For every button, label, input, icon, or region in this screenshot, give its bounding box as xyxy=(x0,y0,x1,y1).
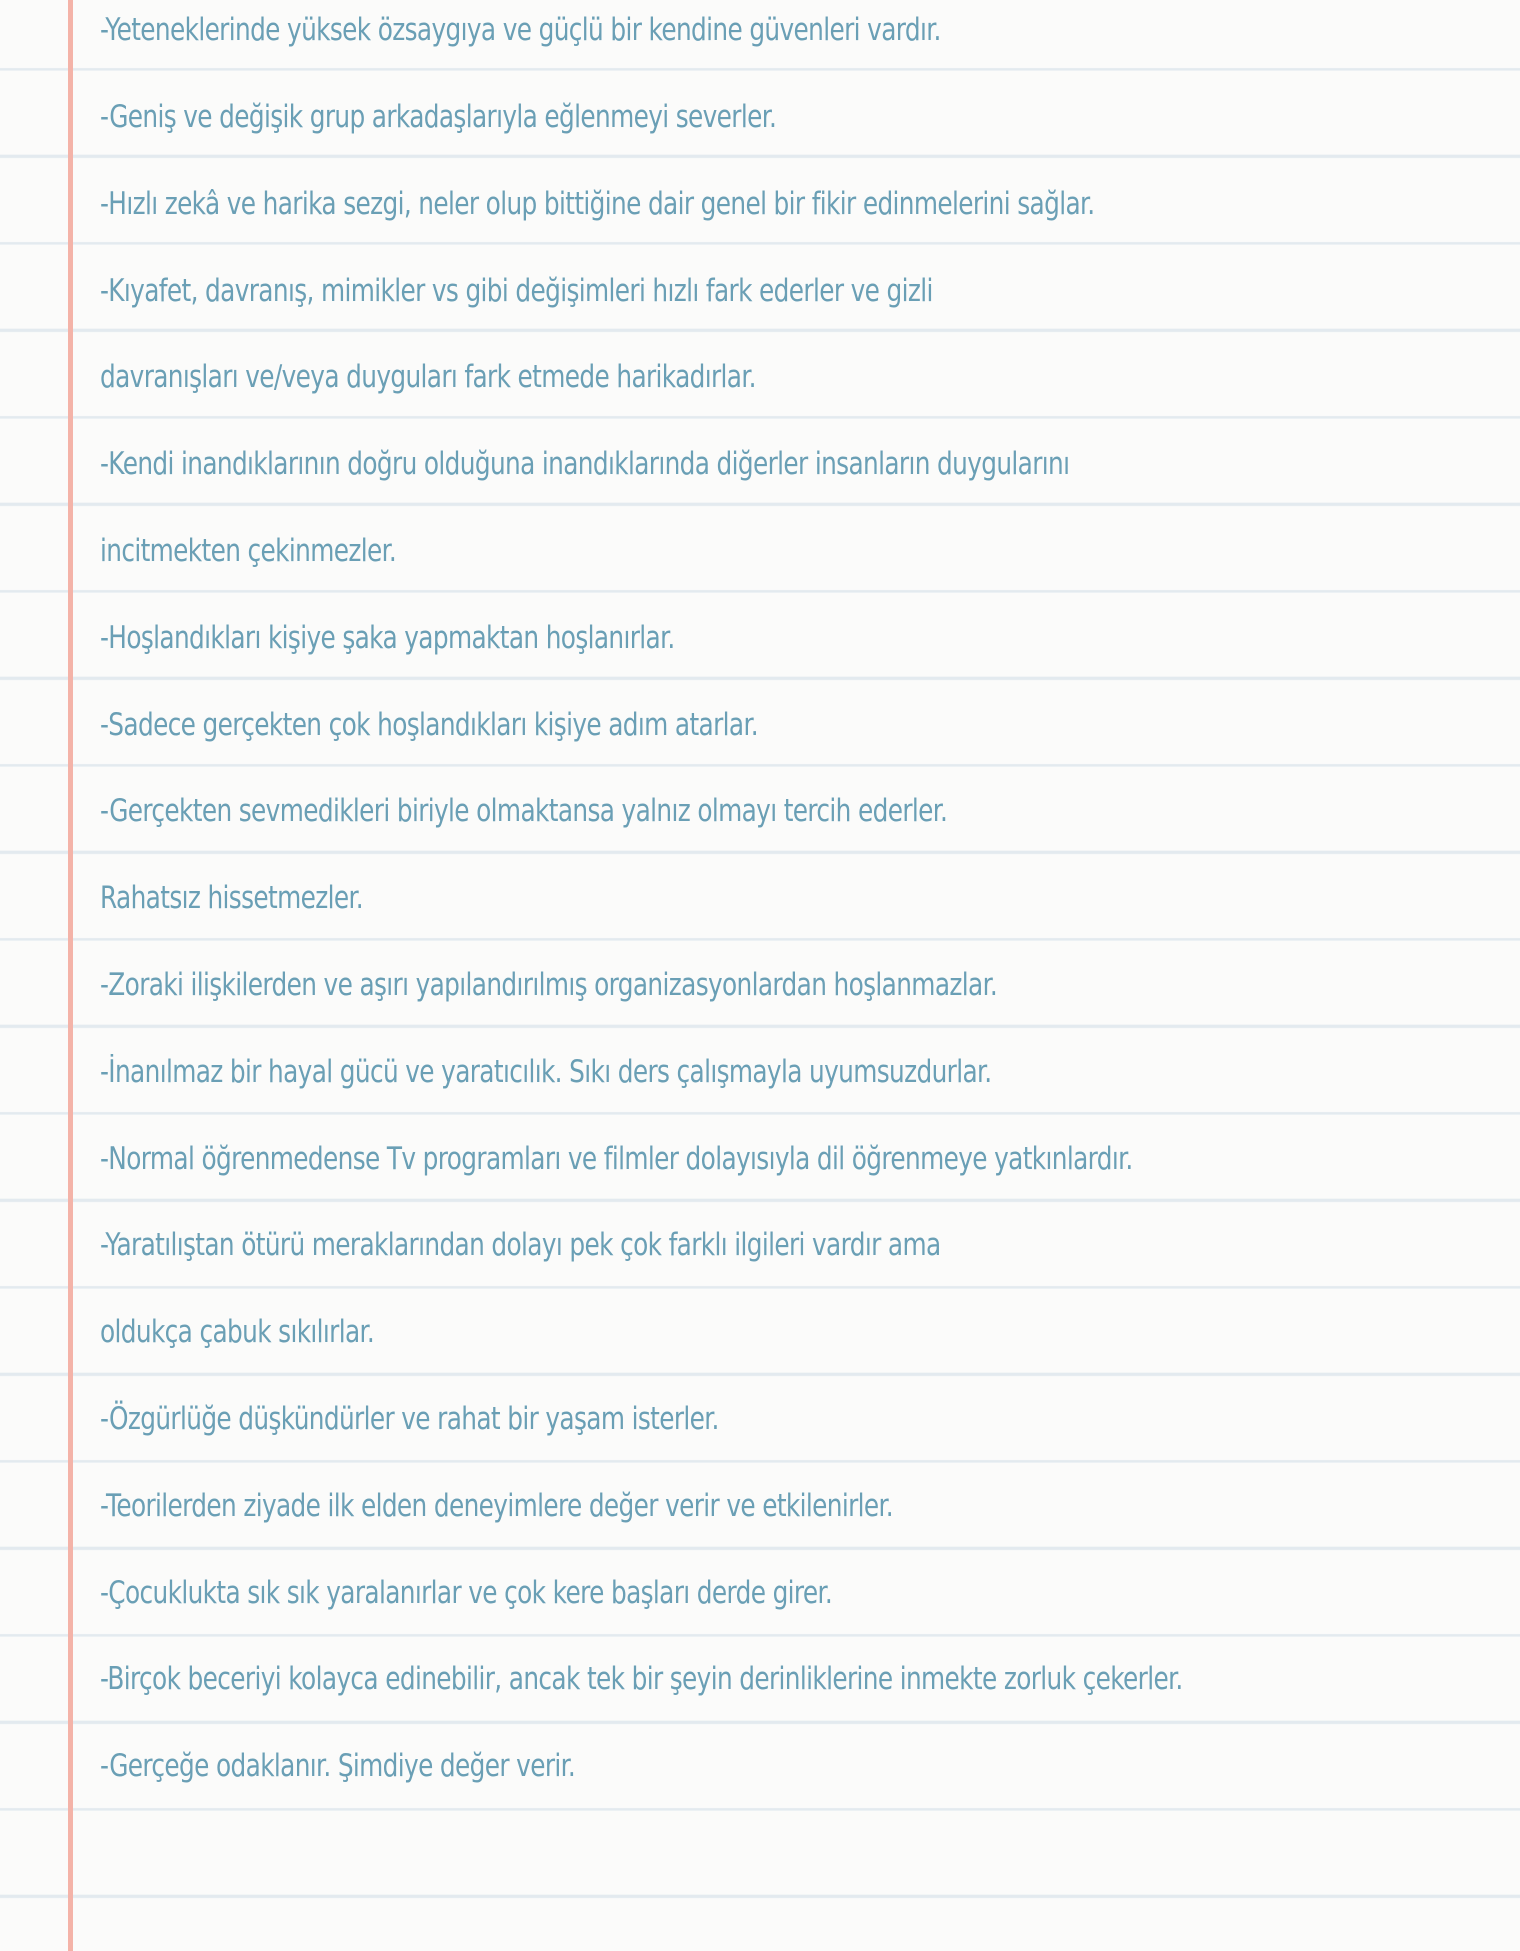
note-line: -Geniş ve değişik grup arkadaşlarıyla eğlenmeyi severler. xyxy=(100,99,777,135)
note-line: -Sadece gerçekten çok hoşlandıkları kişiye adım atarlar. xyxy=(100,707,758,743)
note-line: -Kıyafet, davranış, mimikler vs gibi değişimleri hızlı fark ederler ve gizli xyxy=(100,273,933,309)
note-line: -Hoşlandıkları kişiye şaka yapmaktan hoşlanırlar. xyxy=(100,620,675,656)
note-line: -Yaratılıştan ötürü meraklarından dolayı pek çok farklı ilgileri vardır ama xyxy=(100,1227,941,1263)
note-line: -İnanılmaz bir hayal gücü ve yaratıcılık. Sıkı ders çalışmayla uyumsuzdurlar. xyxy=(100,1054,992,1090)
note-line: davranışları ve/veya duyguları fark etmede harikadırlar. xyxy=(100,359,756,395)
note-line: -Gerçekten sevmedikleri biriyle olmaktansa yalnız olmayı tercih ederler. xyxy=(100,793,948,829)
note-line: -Özgürlüğe düşkündürler ve rahat bir yaşam isterler. xyxy=(100,1401,719,1437)
note-line: -Gerçeğe odaklanır. Şimdiye değer verir. xyxy=(100,1748,576,1784)
note-line: -Birçok beceriyi kolayca edinebilir, ancak tek bir şeyin derinliklerine inmekte zorluk çekerler. xyxy=(100,1661,1183,1697)
note-line: -Hızlı zekâ ve harika sezgi, neler olup bittiğine dair genel bir fikir edinmelerini sağlar. xyxy=(100,186,1095,222)
note-line: -Zoraki ilişkilerden ve aşırı yapılandırılmış organizasyonlardan hoşlanmazlar. xyxy=(100,967,998,1003)
note-line: -Teorilerden ziyade ilk elden deneyimlere değer verir ve etkilenirler. xyxy=(100,1488,894,1524)
note-line: -Kendi inandıklarının doğru olduğuna inandıklarında diğerler insanların duygularını xyxy=(100,446,1070,482)
margin-line xyxy=(68,0,73,1951)
note-line: Rahatsız hissetmezler. xyxy=(100,880,363,916)
note-line: incitmekten çekinmezler. xyxy=(100,533,397,569)
note-line: -Normal öğrenmedense Tv programları ve filmler dolayısıyla dil öğrenmeye yatkınlardır. xyxy=(100,1141,1133,1177)
note-line: oldukça çabuk sıkılırlar. xyxy=(100,1314,375,1350)
note-line: -Yeteneklerinde yüksek özsaygıya ve güçlü bir kendine güvenleri vardır. xyxy=(100,12,941,48)
note-line: -Çocuklukta sık sık yaralanırlar ve çok kere başları derde girer. xyxy=(100,1575,833,1611)
